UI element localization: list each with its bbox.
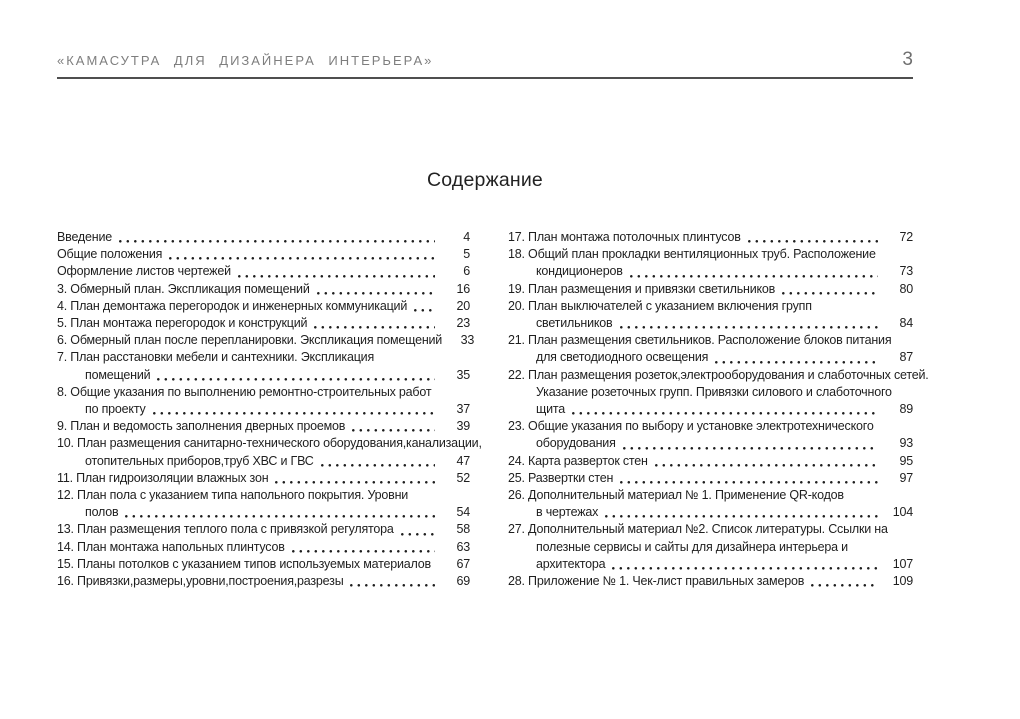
toc-line bbox=[508, 367, 929, 384]
toc-entry-text: 17. План монтажа потолочных плинтусов bbox=[508, 230, 741, 244]
toc-entry-text: 20. План выключателей с указанием включения групп bbox=[508, 298, 812, 313]
toc-page-number: 89 bbox=[899, 402, 913, 417]
toc-column-right bbox=[508, 229, 929, 590]
dot-leader bbox=[775, 281, 887, 298]
toc-entry bbox=[57, 246, 470, 263]
toc-entry-text: 23. Общие указания по выбору и установке электротехнического bbox=[508, 419, 874, 434]
toc-entry-text: по проекту bbox=[85, 402, 146, 417]
dot-leader bbox=[307, 315, 444, 332]
toc-line bbox=[57, 229, 470, 246]
toc-page-number: 109 bbox=[892, 574, 913, 589]
toc-page-number: 23 bbox=[456, 316, 470, 331]
toc-line bbox=[57, 246, 470, 263]
book-title: «КАМАСУТРА ДЛЯ ДИЗАЙНЕРА ИНТЕРЬЕРА» bbox=[57, 53, 434, 69]
toc-page-number: 63 bbox=[456, 539, 470, 554]
toc-line bbox=[57, 349, 470, 366]
dot-leader bbox=[231, 263, 444, 280]
toc-entry-text: 26. Дополнительный материал № 1. Применение QR-кодов bbox=[508, 488, 844, 503]
toc-page-number: 69 bbox=[456, 574, 470, 589]
toc-entry-text: 14. План монтажа напольных плинтусов bbox=[57, 539, 285, 554]
toc-line bbox=[508, 556, 913, 573]
toc-entry-text: полов bbox=[85, 505, 119, 520]
dot-leader bbox=[394, 521, 444, 538]
toc-entry-text: 8. Общие указания по выполнению ремонтно-строительных работ bbox=[57, 384, 432, 399]
toc-page-number: 104 bbox=[892, 505, 913, 520]
toc-page-number: 67 bbox=[456, 556, 470, 571]
toc-entry-text: 13. План размещения теплого пола с привязкой регулятора bbox=[57, 522, 394, 537]
toc-page-number: 33 bbox=[460, 333, 475, 348]
toc-entry-text: в чертежах bbox=[536, 505, 599, 520]
toc-line bbox=[57, 470, 470, 487]
dot-leader bbox=[442, 332, 448, 349]
toc-line bbox=[508, 401, 913, 418]
toc-line bbox=[57, 539, 470, 556]
dot-leader bbox=[343, 573, 444, 590]
toc-entry bbox=[57, 349, 470, 383]
toc-entry bbox=[508, 229, 913, 246]
toc-page-number: 72 bbox=[899, 230, 913, 244]
toc-line bbox=[508, 229, 913, 246]
toc-line bbox=[508, 487, 913, 504]
toc-entry-text: 5. План монтажа перегородок и конструкций bbox=[57, 316, 308, 331]
toc-entry-text: 24. Карта разверток стен bbox=[508, 453, 648, 468]
dot-leader bbox=[648, 453, 887, 470]
toc-page-number: 52 bbox=[456, 470, 470, 485]
page-number: 3 bbox=[902, 49, 913, 70]
toc-page-number: 20 bbox=[456, 298, 470, 313]
toc-entry bbox=[57, 298, 470, 315]
toc-page-number: 54 bbox=[456, 505, 470, 520]
toc-line bbox=[508, 298, 913, 315]
toc-entry-text: кондиционеров bbox=[536, 264, 623, 279]
toc-line bbox=[57, 263, 470, 280]
toc-line bbox=[57, 298, 470, 315]
toc-entry bbox=[57, 487, 470, 521]
toc-entry bbox=[57, 229, 470, 246]
toc-page-number: 84 bbox=[899, 316, 913, 331]
toc-entry-text: 6. Обмерный план после перепланировки. Экспликация помещений bbox=[57, 333, 443, 348]
toc-line bbox=[57, 487, 470, 504]
toc-entry-text: 11. План гидроизоляции влажных зон bbox=[57, 470, 269, 485]
toc-entry-text: щита bbox=[536, 402, 566, 417]
toc-entry bbox=[57, 384, 470, 418]
toc-entry bbox=[57, 539, 470, 556]
toc-entry-text: 22. План размещения розеток,электрооборудования и слаботочных сетей. bbox=[508, 367, 929, 382]
dot-leader bbox=[623, 263, 887, 280]
toc-line bbox=[57, 556, 470, 573]
dot-leader bbox=[613, 470, 887, 487]
dot-leader bbox=[407, 298, 444, 315]
toc-line bbox=[508, 263, 913, 280]
toc-entry bbox=[57, 470, 470, 487]
toc-entry-text: 3. Обмерный план. Экспликация помещений bbox=[57, 281, 310, 296]
toc-line bbox=[508, 453, 913, 470]
toc-entry bbox=[508, 487, 913, 521]
toc-line bbox=[508, 573, 913, 590]
toc-entry bbox=[508, 470, 913, 487]
toc-line bbox=[508, 470, 913, 487]
dot-leader bbox=[708, 349, 887, 366]
toc-line bbox=[57, 367, 470, 384]
toc-entry bbox=[57, 263, 470, 280]
toc-page-number: 35 bbox=[456, 367, 470, 382]
toc-entry bbox=[57, 573, 470, 590]
toc-entry-text: Указание розеточных групп. Привязки силового и слаботочного bbox=[536, 384, 892, 399]
toc-entry bbox=[508, 367, 929, 419]
toc-entry-text: 12. План пола с указанием типа напольного покрытия. Уровни bbox=[57, 488, 409, 503]
page-title: Содержание bbox=[427, 169, 543, 191]
toc-line bbox=[508, 435, 913, 452]
toc-entry-text: Введение bbox=[57, 230, 112, 244]
toc-line bbox=[508, 246, 913, 263]
toc-entry bbox=[57, 435, 482, 469]
toc-entry-text: 16. Привязки,размеры,уровни,построения,разрезы bbox=[57, 574, 344, 589]
toc-entry bbox=[57, 521, 470, 538]
toc-entry-text: 27. Дополнительный материал №2. Список литературы. Ссылки на bbox=[508, 522, 888, 537]
toc-line bbox=[508, 315, 913, 332]
dot-leader bbox=[268, 470, 444, 487]
dot-leader bbox=[150, 367, 444, 384]
toc-line bbox=[508, 384, 913, 401]
toc-entry-text: Общие положения bbox=[57, 247, 163, 262]
dot-leader bbox=[613, 315, 888, 332]
toc-entry bbox=[57, 418, 470, 435]
dot-leader bbox=[345, 418, 444, 435]
toc-entry bbox=[508, 298, 913, 332]
toc-page-number: 95 bbox=[899, 453, 913, 468]
toc-entry-text: 18. Общий план прокладки вентиляционных труб. Расположение bbox=[508, 247, 876, 262]
toc-entry-text: Оформление листов чертежей bbox=[57, 264, 231, 279]
toc-entry bbox=[508, 573, 913, 590]
toc-entry bbox=[57, 332, 475, 349]
toc-line bbox=[508, 504, 913, 521]
toc-entry-text: полезные сервисы и сайты для дизайнера интерьера и bbox=[536, 539, 848, 554]
dot-leader bbox=[616, 435, 887, 452]
dot-leader bbox=[112, 229, 444, 246]
toc-entry-text: для светодиодного освещения bbox=[536, 350, 709, 365]
toc bbox=[57, 229, 929, 590]
toc-entry-text: помещений bbox=[85, 367, 151, 382]
toc-line bbox=[508, 332, 913, 349]
toc-entry-text: оборудования bbox=[536, 436, 616, 451]
toc-line bbox=[57, 435, 482, 452]
running-header bbox=[57, 50, 913, 77]
toc-line bbox=[57, 315, 470, 332]
toc-entry-text: 4. План демонтажа перегородок и инженерных коммуникаций bbox=[57, 298, 408, 313]
dot-leader bbox=[314, 453, 444, 470]
toc-entry-text: 25. Развертки стен bbox=[508, 470, 614, 485]
toc-page-number: 47 bbox=[456, 453, 470, 468]
toc-entry-text: 21. План размещения светильников. Расположение блоков питания bbox=[508, 333, 892, 348]
toc-page-number: 5 bbox=[463, 247, 470, 262]
toc-line bbox=[508, 539, 913, 556]
toc-page-number: 58 bbox=[456, 522, 470, 537]
page-content bbox=[57, 0, 929, 590]
toc-page-number: 97 bbox=[899, 470, 913, 485]
toc-line bbox=[57, 418, 470, 435]
toc-line bbox=[508, 349, 913, 366]
dot-leader bbox=[431, 556, 444, 573]
toc-entry-text: отопительных приборов,труб ХВС и ГВС bbox=[85, 453, 314, 468]
toc-entry bbox=[57, 315, 470, 332]
toc-entry-text: 15. Планы потолков с указанием типов используемых материалов bbox=[57, 556, 431, 571]
toc-page-number: 6 bbox=[463, 264, 470, 279]
dot-leader bbox=[146, 401, 444, 418]
toc-entry-text: архитектора bbox=[536, 556, 606, 571]
toc-line bbox=[57, 281, 470, 298]
header-rule bbox=[57, 77, 913, 79]
toc-line bbox=[508, 281, 913, 298]
toc-entry-text: 19. План размещения и привязки светильников bbox=[508, 281, 776, 296]
toc-line bbox=[57, 401, 470, 418]
toc-line bbox=[57, 573, 470, 590]
dot-leader bbox=[565, 401, 887, 418]
toc-line bbox=[508, 521, 913, 538]
dot-leader bbox=[605, 556, 887, 573]
toc-entry-text: 28. Приложение № 1. Чек-лист правильных замеров bbox=[508, 574, 805, 589]
toc-entry bbox=[57, 556, 470, 573]
toc-page-number: 80 bbox=[899, 281, 913, 296]
toc-page-number: 16 bbox=[456, 281, 470, 296]
toc-line bbox=[57, 521, 470, 538]
toc-page-number: 4 bbox=[463, 230, 470, 244]
toc-entry-text: 10. План размещения санитарно-технического оборудования,канализации, bbox=[57, 436, 482, 451]
toc-page-number: 93 bbox=[899, 436, 913, 451]
toc-page-number: 87 bbox=[899, 350, 913, 365]
dot-leader bbox=[741, 229, 887, 246]
toc-entry bbox=[508, 246, 913, 280]
toc-line bbox=[57, 453, 470, 470]
toc-line bbox=[508, 418, 913, 435]
toc-page-number: 39 bbox=[456, 419, 470, 434]
toc-line bbox=[57, 504, 470, 521]
toc-entry bbox=[508, 418, 913, 452]
dot-leader bbox=[804, 573, 887, 590]
toc-entry-text: 7. План расстановки мебели и сантехники. Экспликация bbox=[57, 350, 375, 365]
toc-entry bbox=[57, 281, 470, 298]
toc-entry-text: 9. План и ведомость заполнения дверных проемов bbox=[57, 419, 346, 434]
dot-leader bbox=[310, 281, 444, 298]
toc-page-number: 107 bbox=[892, 556, 913, 571]
toc-page-number: 73 bbox=[899, 264, 913, 279]
toc-entry bbox=[508, 521, 913, 573]
toc-line bbox=[57, 332, 475, 349]
dot-leader bbox=[162, 246, 444, 263]
toc-entry bbox=[508, 453, 913, 470]
toc-entry bbox=[508, 332, 913, 366]
toc-line bbox=[57, 384, 470, 401]
dot-leader bbox=[118, 504, 444, 521]
dot-leader bbox=[285, 539, 444, 556]
toc-entry bbox=[508, 281, 913, 298]
toc-column-left bbox=[57, 229, 482, 590]
dot-leader bbox=[598, 504, 887, 521]
toc-entry-text: светильников bbox=[536, 316, 613, 331]
toc-page-number: 37 bbox=[456, 402, 470, 417]
